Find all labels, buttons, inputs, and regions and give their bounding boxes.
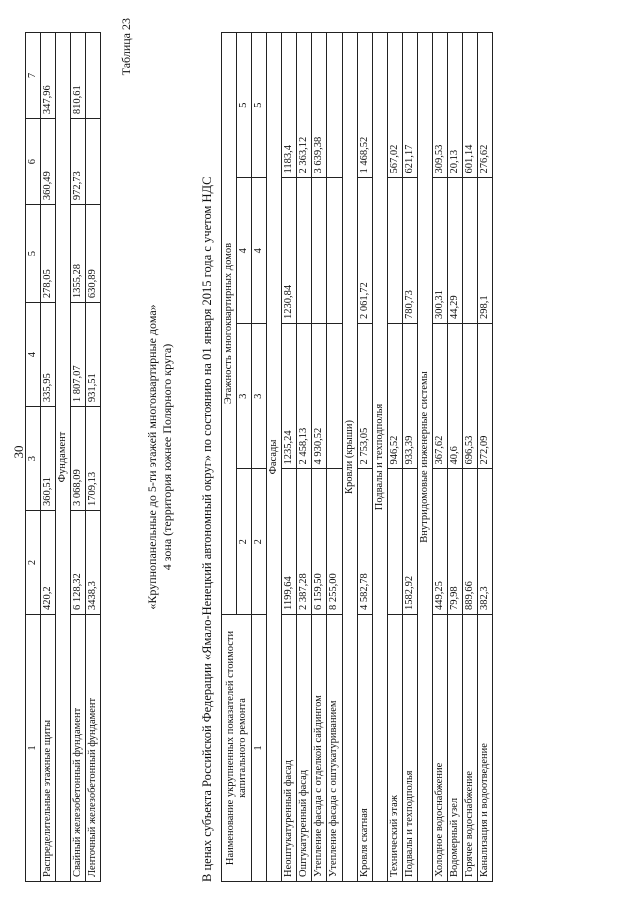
value-cell: 601,14 [463,33,478,179]
table-row [71,33,86,882]
value-cell: 972,73 [71,119,86,205]
value-cell: 40,6 [447,324,462,470]
value-cell: 382,3 [478,469,493,615]
row-name-cell: Канализация и водоотведение [478,615,493,882]
row-name-cell: Технический этаж [387,615,402,882]
value-cell [312,178,327,324]
table-row [402,33,417,882]
value-cell: 3 068,09 [71,407,86,511]
value-cell: 1199,64 [282,469,297,615]
value-cell: 449,25 [432,469,447,615]
value-cell: 2 753,05 [357,324,372,470]
row-name-cell: Горячее водоснабжение [463,615,478,882]
column-number-cell: 7 [26,33,41,119]
value-cell: 347,96 [41,33,56,119]
value-cell: 276,62 [478,33,493,179]
table-row [447,33,462,882]
value-cell: 1235,24 [282,324,297,470]
section-label: Фасады [267,33,282,882]
value-cell: 309,53 [432,33,447,179]
section-row [267,33,282,882]
value-cell: 2 061,72 [357,178,372,324]
continued-table [25,32,101,882]
header-name-cell: Наименование укрупненных показателей стоимости капитального ремонта [222,615,252,882]
column-number-cell: 2 [26,511,41,615]
value-cell: 1582,92 [402,469,417,615]
row-name-cell: Неоштукатуренный фасад [282,615,297,882]
column-number-row [26,33,41,882]
floor-header-cell: 4 [237,178,252,324]
table-row [387,33,402,882]
value-cell: 1 807,07 [71,303,86,407]
table-row [357,33,372,882]
value-cell [387,469,402,615]
row-name-cell: Утепление фасада с отделкой сайдингом [312,615,327,882]
table-title-line-2: 4 зона (территория южнее Полярного круга) [160,343,174,571]
value-cell: 1 468,52 [357,33,372,179]
header-group-cell: Этажность многоквартирных домов [222,33,237,615]
value-cell: 2 387,28 [297,469,312,615]
page-number: 30 [11,445,26,459]
section-label: Кровли (крыши) [342,33,357,882]
row-name-cell: Кровля скатная [357,615,372,882]
section-row [372,33,387,882]
value-cell: 630,89 [86,205,101,303]
value-cell: 2 363,12 [297,33,312,179]
rotated-content [11,12,615,892]
value-cell: 1183,4 [282,33,297,179]
value-cell: 1230,84 [282,178,297,324]
price-basis-line: В ценах субъекта Российской Федерации «Ямало-Ненецкий автономный округ» по состоянию на 01 января 2015 года с учетом НДС [200,176,214,882]
floor-header-cell: 5 [237,33,252,179]
value-cell: 79,98 [447,469,462,615]
value-cell: 780,73 [402,178,417,324]
floor-header-cell: 3 [237,324,252,470]
column-number-cell: 2 [252,469,267,615]
value-cell: 20,13 [447,33,462,179]
row-name-cell: Распределительные этажные щиты [41,615,56,882]
value-cell: 621,17 [402,33,417,179]
value-cell: 889,66 [463,469,478,615]
table-title-line-1: «Крупнопанельные до 5-ти этажей многоквартирные дома» [145,304,159,610]
row-name-cell: Свайный железобетонный фундамент [71,615,86,882]
value-cell: 360,49 [41,119,56,205]
value-cell: 2 458,13 [297,324,312,470]
value-cell: 810,61 [71,33,86,119]
column-number-cell: 5 [252,33,267,179]
value-cell: 696,53 [463,324,478,470]
column-number-cell: 4 [252,178,267,324]
column-number-cell: 1 [252,615,267,882]
value-cell: 4 930,52 [312,324,327,470]
value-cell: 420,2 [41,511,56,615]
value-cell: 360,51 [41,407,56,511]
row-name-cell: Ленточный железобетонный фундамент [86,615,101,882]
section-row [342,33,357,882]
value-cell: 3 639,38 [312,33,327,179]
value-cell: 367,62 [432,324,447,470]
table-label: Таблица 23 [119,18,133,76]
column-number-cell: 5 [26,205,41,303]
table-row [327,33,342,882]
table-row [312,33,327,882]
column-number-cell: 1 [26,615,41,882]
value-cell: 278,05 [41,205,56,303]
table-row [41,33,56,882]
value-cell: 8 255,00 [327,469,342,615]
value-cell: 931,51 [86,303,101,407]
value-cell [387,178,402,324]
row-name-cell: Подвалы и техподполья [402,615,417,882]
main-cost-table [221,32,493,882]
table-row [463,33,478,882]
value-cell: 1709,13 [86,407,101,511]
section-label: Подвалы и техподполья [372,33,387,882]
table-row [478,33,493,882]
table-row [432,33,447,882]
value-cell: 1355,28 [71,205,86,303]
value-cell: 6 128,32 [71,511,86,615]
value-cell: 300,31 [432,178,447,324]
value-cell: 6 159,50 [312,469,327,615]
section-label: Фундамент [56,33,71,882]
row-name-cell: Оштукатуренный фасад [297,615,312,882]
column-number-row [252,33,267,882]
floor-header-cell: 2 [237,469,252,615]
row-name-cell: Холодное водоснабжение [432,615,447,882]
section-row [56,33,71,882]
value-cell [327,324,342,470]
value-cell: 298,1 [478,178,493,324]
value-cell [327,33,342,179]
value-cell: 946,52 [387,324,402,470]
table-row [86,33,101,882]
value-cell: 44,29 [447,178,462,324]
value-cell: 335,95 [41,303,56,407]
section-label: Внутридомовые инженерные системы [417,33,432,882]
value-cell: 4 582,78 [357,469,372,615]
value-cell: 933,39 [402,324,417,470]
value-cell [86,33,101,119]
value-cell: 567,02 [387,33,402,179]
column-number-cell: 3 [26,407,41,511]
section-row [417,33,432,882]
table-row [297,33,312,882]
row-name-cell: Утепление фасада с оштукатуриванием [327,615,342,882]
value-cell [463,178,478,324]
column-number-cell: 3 [252,324,267,470]
column-number-cell: 4 [26,303,41,407]
value-cell [297,178,312,324]
table-row [282,33,297,882]
value-cell [86,119,101,205]
value-cell: 272,09 [478,324,493,470]
value-cell: 3438,3 [86,511,101,615]
value-cell [327,178,342,324]
row-name-cell: Водомерный узел [447,615,462,882]
column-number-cell: 6 [26,119,41,205]
